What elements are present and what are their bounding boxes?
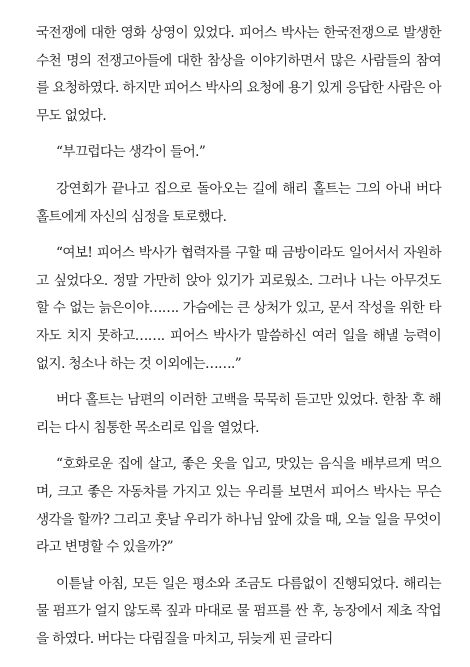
- paragraph: “여보! 피어스 박사가 협력자를 구할 때 금방이라도 일어서서 자원하고 싶었다오. 정말 가만히 앉아 있기가 괴로웠소. 그러나 나는 아무것도 할 수 없는 늙은이야……. 가슴에는 큰 상처가 있고, 문서 작성을 위한 타자도 치지 못하고……. 피어스 박사가 말씀하신 여러 일을 해낼 능력이 없지. 청소나 하는 것 이외에는…….”: [36, 245, 441, 372]
- paragraph: “부끄럽다는 생각이 들어.”: [56, 144, 206, 161]
- body-text: [36, 20, 441, 662]
- paragraph: 강연회가 끝나고 집으로 돌아오는 길에 해리 홀트는 그의 아내 버다 홀트에게 자신의 심정을 토로했다.: [36, 180, 441, 225]
- paragraph: 국전쟁에 대한 영화 상영이 있었다. 피어스 박사는 한국전쟁으로 발생한 수천 명의 전쟁고아들에 대한 참상을 이야기하면서 많은 사람들의 참여를 요청하였다. 하지만 피어스 박사의 요청에 용기 있게 응답한 사람은 아무도 없었다.: [36, 25, 441, 124]
- paragraph: “호화로운 집에 살고, 좋은 옷을 입고, 맛있는 음식을 배부르게 먹으며, 크고 좋은 자동차를 가지고 있는 우리를 보면서 피어스 박사는 무슨 생각을 할까? 그리고 훗날 우리가 하나님 앞에 갔을 때, 오늘 일을 무엇이라고 변명할 수 있을까?”: [36, 456, 441, 556]
- paragraph: 이튿날 아침, 모든 일은 평소와 조금도 다름없이 진행되었다. 해리는 물 펌프가 얼지 않도록 짚과 마대로 물 펌프를 싼 후, 농장에서 제초 작업을 하였다. 버다는 다림질을 마치고, 뒤늦게 핀 글라디: [36, 575, 441, 647]
- paragraph: 버다 홀트는 남편의 이러한 고백을 묵묵히 듣고만 있었다. 한참 후 해리는 다시 침통한 목소리로 입을 열었다.: [36, 392, 441, 436]
